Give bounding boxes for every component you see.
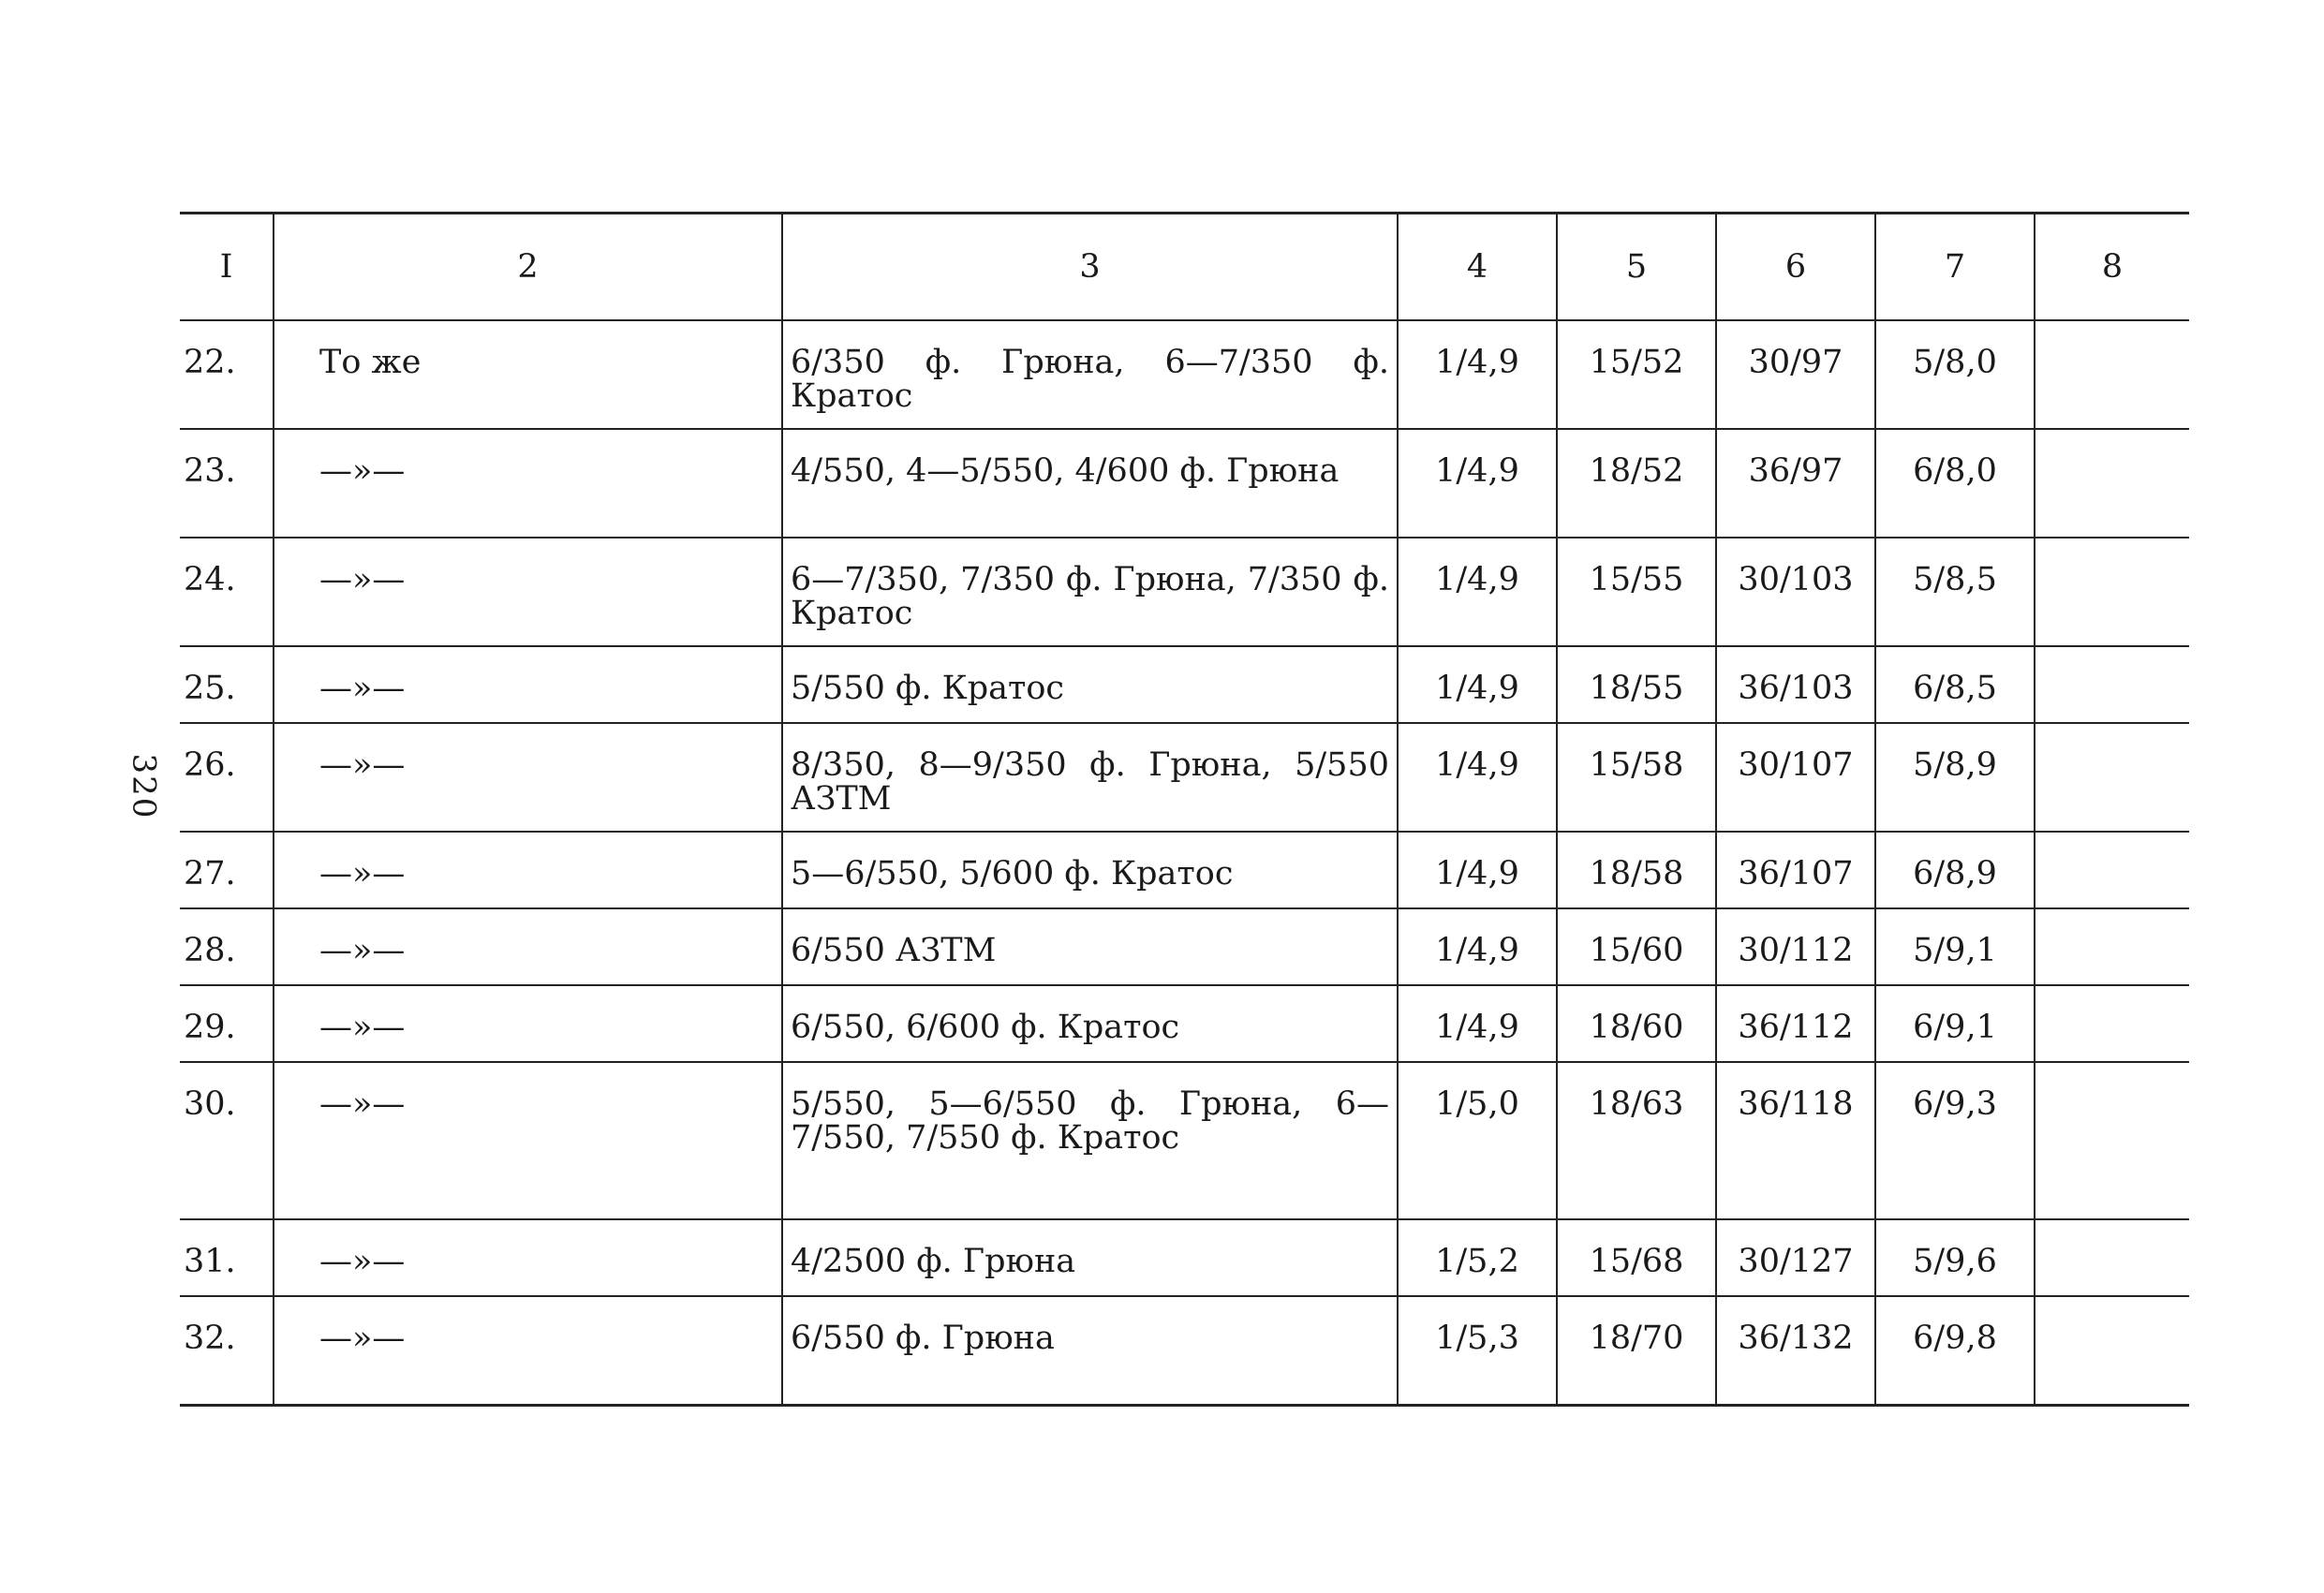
- header-cell: 5: [1557, 214, 1716, 321]
- row-name: —»—: [274, 832, 782, 908]
- row-name: —»—: [274, 908, 782, 985]
- row-value-4: 1/5,0: [1398, 1062, 1557, 1219]
- row-value-6: 36/118: [1716, 1062, 1875, 1219]
- row-name: —»—: [274, 1219, 782, 1296]
- row-value-6: 36/103: [1716, 646, 1875, 723]
- row-value-6: 30/103: [1716, 538, 1875, 646]
- table-row: [180, 320, 2189, 429]
- row-description: 6/550, 6/600 ф. Кратос: [782, 985, 1398, 1062]
- table-row: [180, 985, 2189, 1062]
- row-value-5: 15/52: [1557, 320, 1716, 429]
- row-value-6: 36/97: [1716, 429, 1875, 538]
- row-value-6: 36/107: [1716, 832, 1875, 908]
- row-value-8: [2035, 1296, 2189, 1405]
- table-body: [180, 320, 2189, 1405]
- table-row: [180, 832, 2189, 908]
- row-name: То же: [274, 320, 782, 429]
- row-value-5: 18/63: [1557, 1062, 1716, 1219]
- row-value-8: [2035, 985, 2189, 1062]
- row-value-4: 1/4,9: [1398, 723, 1557, 832]
- row-number: 31.: [180, 1219, 274, 1296]
- row-name: —»—: [274, 985, 782, 1062]
- row-number: 32.: [180, 1296, 274, 1405]
- row-value-5: 15/68: [1557, 1219, 1716, 1296]
- row-value-7: 6/8,5: [1875, 646, 2035, 723]
- row-value-6: 36/132: [1716, 1296, 1875, 1405]
- row-value-5: 18/52: [1557, 429, 1716, 538]
- row-value-5: 15/55: [1557, 538, 1716, 646]
- row-description: 4/550, 4—5/550, 4/600 ф. Грюна: [782, 429, 1398, 538]
- row-value-4: 1/4,9: [1398, 832, 1557, 908]
- row-value-4: 1/4,9: [1398, 985, 1557, 1062]
- row-description: 6—7/350, 7/350 ф. Грюна, 7/350 ф. Кратос: [782, 538, 1398, 646]
- row-value-7: 6/8,0: [1875, 429, 2035, 538]
- row-value-6: 30/112: [1716, 908, 1875, 985]
- table-row: [180, 908, 2189, 985]
- row-number: 30.: [180, 1062, 274, 1219]
- table-row: [180, 646, 2189, 723]
- row-description: 5—6/550, 5/600 ф. Кратос: [782, 832, 1398, 908]
- row-description: 5/550 ф. Кратос: [782, 646, 1398, 723]
- table-row: [180, 538, 2189, 646]
- row-value-5: 15/58: [1557, 723, 1716, 832]
- table-header-row: [180, 214, 2189, 321]
- row-value-5: 18/60: [1557, 985, 1716, 1062]
- row-number: 23.: [180, 429, 274, 538]
- row-description: 6/550 АЗТМ: [782, 908, 1398, 985]
- row-value-8: [2035, 320, 2189, 429]
- row-name: —»—: [274, 1062, 782, 1219]
- table-row: [180, 723, 2189, 832]
- row-value-8: [2035, 1062, 2189, 1219]
- row-value-6: 30/127: [1716, 1219, 1875, 1296]
- row-value-5: 18/55: [1557, 646, 1716, 723]
- row-number: 28.: [180, 908, 274, 985]
- row-value-7: 5/8,0: [1875, 320, 2035, 429]
- row-number: 22.: [180, 320, 274, 429]
- row-value-7: 5/8,9: [1875, 723, 2035, 832]
- header-cell: 8: [2035, 214, 2189, 321]
- row-value-6: 36/112: [1716, 985, 1875, 1062]
- row-name: —»—: [274, 1296, 782, 1405]
- row-description: 6/350 ф. Грюна, 6—7/350 ф. Кратос: [782, 320, 1398, 429]
- row-description: 8/350, 8—9/350 ф. Грюна, 5/550 АЗТМ: [782, 723, 1398, 832]
- header-cell: 2: [274, 214, 782, 321]
- row-value-7: 6/9,3: [1875, 1062, 2035, 1219]
- header-cell: 3: [782, 214, 1398, 321]
- row-value-5: 18/70: [1557, 1296, 1716, 1405]
- row-number: 26.: [180, 723, 274, 832]
- row-value-7: 6/9,1: [1875, 985, 2035, 1062]
- row-number: 25.: [180, 646, 274, 723]
- row-description: 5/550, 5—6/550 ф. Грюна, 6—7/550, 7/550 ф. Кратос: [782, 1062, 1398, 1219]
- header-cell: 6: [1716, 214, 1875, 321]
- row-number: 27.: [180, 832, 274, 908]
- row-value-4: 1/4,9: [1398, 538, 1557, 646]
- row-value-7: 5/9,6: [1875, 1219, 2035, 1296]
- row-value-8: [2035, 908, 2189, 985]
- row-value-8: [2035, 832, 2189, 908]
- row-number: 29.: [180, 985, 274, 1062]
- row-description: 4/2500 ф. Грюна: [782, 1219, 1398, 1296]
- row-name: —»—: [274, 646, 782, 723]
- header-cell: 4: [1398, 214, 1557, 321]
- table-row: [180, 429, 2189, 538]
- row-name: —»—: [274, 429, 782, 538]
- row-value-8: [2035, 1219, 2189, 1296]
- row-value-4: 1/5,2: [1398, 1219, 1557, 1296]
- row-number: 24.: [180, 538, 274, 646]
- specification-table: [180, 212, 2189, 1407]
- row-value-6: 30/107: [1716, 723, 1875, 832]
- row-value-8: [2035, 646, 2189, 723]
- row-name: —»—: [274, 538, 782, 646]
- row-value-7: 5/8,5: [1875, 538, 2035, 646]
- table-row: [180, 1219, 2189, 1296]
- row-value-5: 15/60: [1557, 908, 1716, 985]
- header-cell: 7: [1875, 214, 2035, 321]
- page-number: 320: [125, 753, 163, 820]
- row-value-8: [2035, 538, 2189, 646]
- row-value-7: 6/9,8: [1875, 1296, 2035, 1405]
- row-value-7: 5/9,1: [1875, 908, 2035, 985]
- row-value-6: 30/97: [1716, 320, 1875, 429]
- row-value-4: 1/5,3: [1398, 1296, 1557, 1405]
- row-value-4: 1/4,9: [1398, 429, 1557, 538]
- row-description: 6/550 ф. Грюна: [782, 1296, 1398, 1405]
- table-row: [180, 1296, 2189, 1405]
- row-value-4: 1/4,9: [1398, 646, 1557, 723]
- row-value-4: 1/4,9: [1398, 320, 1557, 429]
- row-value-4: 1/4,9: [1398, 908, 1557, 985]
- row-value-5: 18/58: [1557, 832, 1716, 908]
- row-value-7: 6/8,9: [1875, 832, 2035, 908]
- row-value-8: [2035, 723, 2189, 832]
- header-cell: I: [180, 214, 274, 321]
- row-value-8: [2035, 429, 2189, 538]
- table-row: [180, 1062, 2189, 1219]
- row-name: —»—: [274, 723, 782, 832]
